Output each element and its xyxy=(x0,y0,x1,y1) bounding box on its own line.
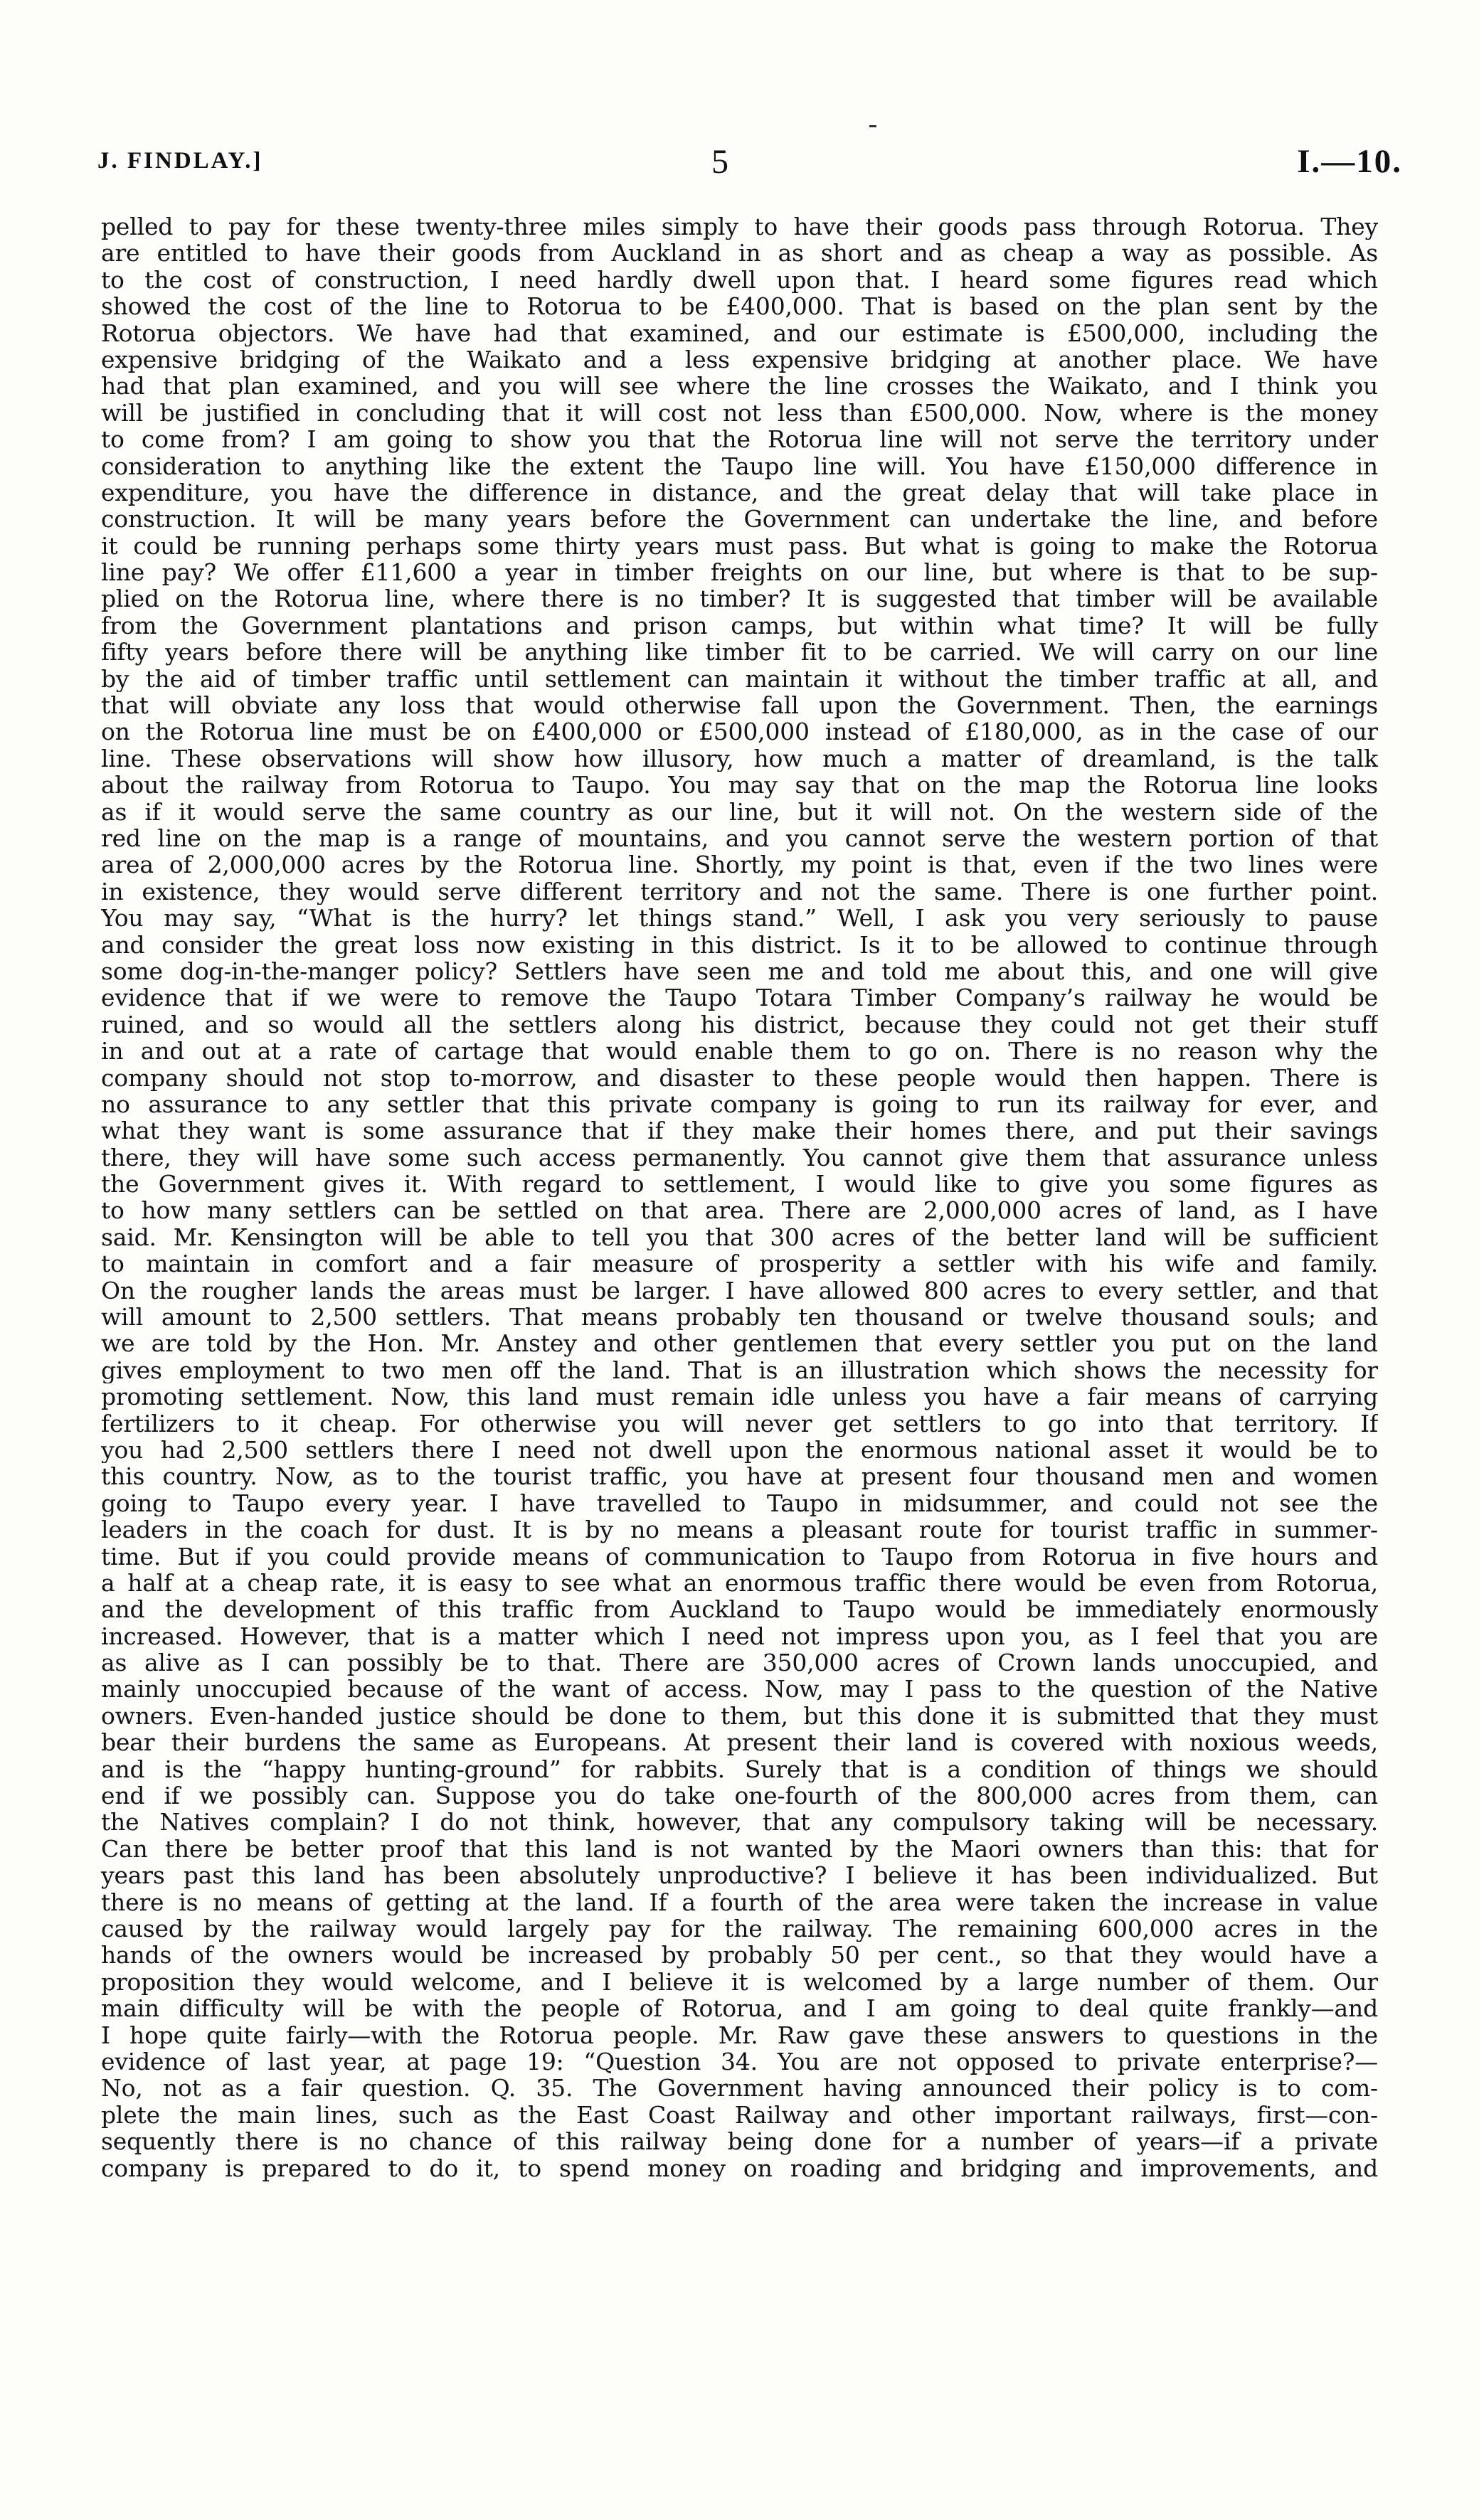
text-line: On the rougher lands the areas must be larger. I have allowed 800 acres to every settler, and that xyxy=(101,1277,1378,1304)
text-line: to maintain in comfort and a fair measure of prosperity a settler with his wife and family. xyxy=(101,1250,1378,1277)
text-line: time. But if you could provide means of communication to Taupo from Rotorua in five hours and xyxy=(101,1543,1378,1570)
text-line: no assurance to any settler that this private company is going to run its railway for ever, and xyxy=(101,1090,1378,1118)
text-line: leaders in the coach for dust. It is by no means a pleasant route for tourist traffic in summer- xyxy=(101,1516,1378,1543)
text-line: expensive bridging of the Waikato and a less expensive bridging at another place. We have xyxy=(101,346,1378,373)
text-line: as alive as I can possibly be to that. There are 350,000 acres of Crown lands unoccupied, and xyxy=(101,1649,1378,1676)
text-line: fertilizers to it cheap. For otherwise you will never get settlers to go into that territory. If xyxy=(101,1410,1378,1437)
body-paragraph xyxy=(101,213,1378,2181)
page-header xyxy=(0,142,1479,192)
text-line: You may say, “What is the hurry? let things stand.” Well, I ask you very seriously to pause xyxy=(101,905,1378,932)
text-line: fifty years before there will be anything like timber fit to be carried. We will carry on our line xyxy=(101,639,1378,666)
text-line: hands of the owners would be increased by probably 50 per cent., so that they would have a xyxy=(101,1942,1378,1969)
text-line: some dog-in-the-manger policy? Settlers have seen me and told me about this, and one will give xyxy=(101,957,1378,985)
text-line: years past this land has been absolutely unproductive? I believe it has been individualized. But xyxy=(101,1862,1378,1889)
text-line: increased. However, that is a matter which I need not impress upon you, as I feel that you are xyxy=(101,1622,1378,1650)
text-line: showed the cost of the line to Rotorua to be £400,000. That is based on the plan sent by the xyxy=(101,293,1378,320)
text-line: there is no means of getting at the land. If a fourth of the area were taken the increase in value xyxy=(101,1888,1378,1915)
header-page-number: 5 xyxy=(711,143,728,181)
text-line: Can there be better proof that this land is not wanted by the Maori owners than this: that for xyxy=(101,1835,1378,1863)
header-author: J. FINDLAY.] xyxy=(97,148,263,174)
text-line: end if we possibly can. Suppose you do take one-fourth of the 800,000 acres from them, can xyxy=(101,1782,1378,1809)
text-line: company should not stop to-morrow, and disaster to these people would then happen. There is xyxy=(101,1064,1378,1091)
text-line: there, they will have some such access permanently. You cannot give them that assurance unless xyxy=(101,1144,1378,1171)
text-line: the Natives complain? I do not think, however, that any compulsory taking will be necessary. xyxy=(101,1809,1378,1836)
text-line: to the cost of construction, I need hardly dwell upon that. I heard some figures read which xyxy=(101,266,1378,294)
text-line: area of 2,000,000 acres by the Rotorua line. Shortly, my point is that, even if the two lines were xyxy=(101,851,1378,878)
text-line: to how many settlers can be settled on that area. There are 2,000,000 acres of land, as I have xyxy=(101,1197,1378,1224)
text-line: are entitled to have their goods from Auckland in as short and as cheap a way as possible. As xyxy=(101,240,1378,267)
text-line: line pay? We offer £11,600 a year in timber freights on our line, but where is that to be sup- xyxy=(101,559,1378,586)
text-line: proposition they would welcome, and I believe it is welcomed by a large number of them. Our xyxy=(101,1968,1378,1996)
text-line: construction. It will be many years before the Government can undertake the line, and before xyxy=(101,506,1378,533)
text-line: on the Rotorua line must be on £400,000 or £500,000 instead of £180,000, as in the case of our xyxy=(101,718,1378,745)
text-line: going to Taupo every year. I have travelled to Taupo in midsummer, and could not see the xyxy=(101,1489,1378,1517)
text-line: in and out at a rate of cartage that would enable them to go on. There is no reason why the xyxy=(101,1038,1378,1065)
text-line: promoting settlement. Now, this land must remain idle unless you have a fair means of carrying xyxy=(101,1383,1378,1410)
text-line: No, not as a fair question. Q. 35. The Government having announced their policy is to com- xyxy=(101,2075,1378,2102)
text-line: mainly unoccupied because of the want of access. Now, may I pass to the question of the Native xyxy=(101,1676,1378,1703)
text-line: plied on the Rotorua line, where there is no timber? It is suggested that timber will be available xyxy=(101,585,1378,612)
text-line: red line on the map is a range of mountains, and you cannot serve the western portion of that xyxy=(101,824,1378,852)
text-line: what they want is some assurance that if they make their homes there, and put their savings xyxy=(101,1117,1378,1144)
text-line: evidence of last year, at page 19: “Question 34. You are not opposed to private enterprise?— xyxy=(101,2048,1378,2075)
text-line: a half at a cheap rate, it is easy to see what an enormous traffic there would be even from Rotorua, xyxy=(101,1569,1378,1597)
text-line: bear their burdens the same as Europeans. At present their land is covered with noxious weeds, xyxy=(101,1729,1378,1756)
text-line: evidence that if we were to remove the Taupo Totara Timber Company’s railway he would be xyxy=(101,984,1378,1011)
text-line: I hope quite fairly—with the Rotorua people. Mr. Raw gave these answers to questions in the xyxy=(101,2021,1378,2048)
text-line: will amount to 2,500 settlers. That means probably ten thousand or twelve thousand souls; and xyxy=(101,1304,1378,1331)
text-line: by the aid of timber traffic until settlement can maintain it without the timber traffic at all, and xyxy=(101,665,1378,693)
text-line: about the railway from Rotorua to Taupo. You may say that on the map the Rotorua line looks xyxy=(101,772,1378,799)
text-line: expenditure, you have the difference in distance, and the great delay that will take place in xyxy=(101,479,1378,506)
text-line: caused by the railway would largely pay for the railway. The remaining 600,000 acres in the xyxy=(101,1915,1378,1942)
text-line: will be justified in concluding that it will cost not less than £500,000. Now, where is the money xyxy=(101,399,1378,427)
text-line: from the Government plantations and prison camps, but within what time? It will be fully xyxy=(101,612,1378,639)
text-line: main difficulty will be with the people of Rotorua, and I am going to deal quite frankly—and xyxy=(101,1995,1378,2022)
text-line: said. Mr. Kensington will be able to tell you that 300 acres of the better land will be sufficient xyxy=(101,1223,1378,1251)
text-line: and consider the great loss now existing in this district. Is it to be allowed to continue through xyxy=(101,931,1378,958)
text-line: owners. Even-handed justice should be done to them, but this done it is submitted that they must xyxy=(101,1702,1378,1730)
text-line: in existence, they would serve different territory and not the same. There is one further point. xyxy=(101,878,1378,905)
text-line: Rotorua objectors. We have had that examined, and our estimate is £500,000, including the xyxy=(101,319,1378,346)
text-line: company is prepared to do it, to spend money on roading and bridging and improvements, and xyxy=(101,2154,1378,2181)
text-line: as if it would serve the same country as our line, but it will not. On the western side of the xyxy=(101,798,1378,825)
text-line: this country. Now, as to the tourist traffic, you have at present four thousand men and women xyxy=(101,1463,1378,1490)
text-line: had that plan examined, and you will see where the line crosses the Waikato, and I think you xyxy=(101,373,1378,400)
text-line: pelled to pay for these twenty-three miles simply to have their goods pass through Rotorua. They xyxy=(101,213,1378,240)
text-line: gives employment to two men off the land. That is an illustration which shows the necessity for xyxy=(101,1356,1378,1384)
text-line: you had 2,500 settlers there I need not dwell upon the enormous national asset it would be to xyxy=(101,1436,1378,1464)
header-paper-ref: I.—10. xyxy=(1297,143,1402,180)
text-line: the Government gives it. With regard to settlement, I would like to give you some figures as xyxy=(101,1171,1378,1198)
text-line: and the development of this traffic from Auckland to Taupo would be immediately enormously xyxy=(101,1596,1378,1623)
text-line: we are told by the Hon. Mr. Anstey and other gentlemen that every settler you put on the land xyxy=(101,1330,1378,1357)
text-line: line. These observations will show how illusory, how much a matter of dreamland, is the talk xyxy=(101,745,1378,772)
text-line: to come from? I am going to show you that the Rotorua line will not serve the territory under xyxy=(101,426,1378,453)
text-line: consideration to anything like the extent the Taupo line will. You have £150,000 difference in xyxy=(101,452,1378,479)
text-line: plete the main lines, such as the East Coast Railway and other important railways, first—con- xyxy=(101,2101,1378,2129)
text-line: sequently there is no chance of this railway being done for a number of years—if a private xyxy=(101,2128,1378,2155)
text-line: that will obviate any loss that would otherwise fall upon the Government. Then, the earnings xyxy=(101,692,1378,719)
text-line: ruined, and so would all the settlers along his district, because they could not get their stuff xyxy=(101,1011,1378,1038)
print-speck xyxy=(869,125,876,127)
text-line: it could be running perhaps some thirty years must pass. But what is going to make the Rotorua xyxy=(101,532,1378,560)
text-line: and is the “happy hunting-ground” for rabbits. Surely that is a condition of things we should xyxy=(101,1755,1378,1783)
